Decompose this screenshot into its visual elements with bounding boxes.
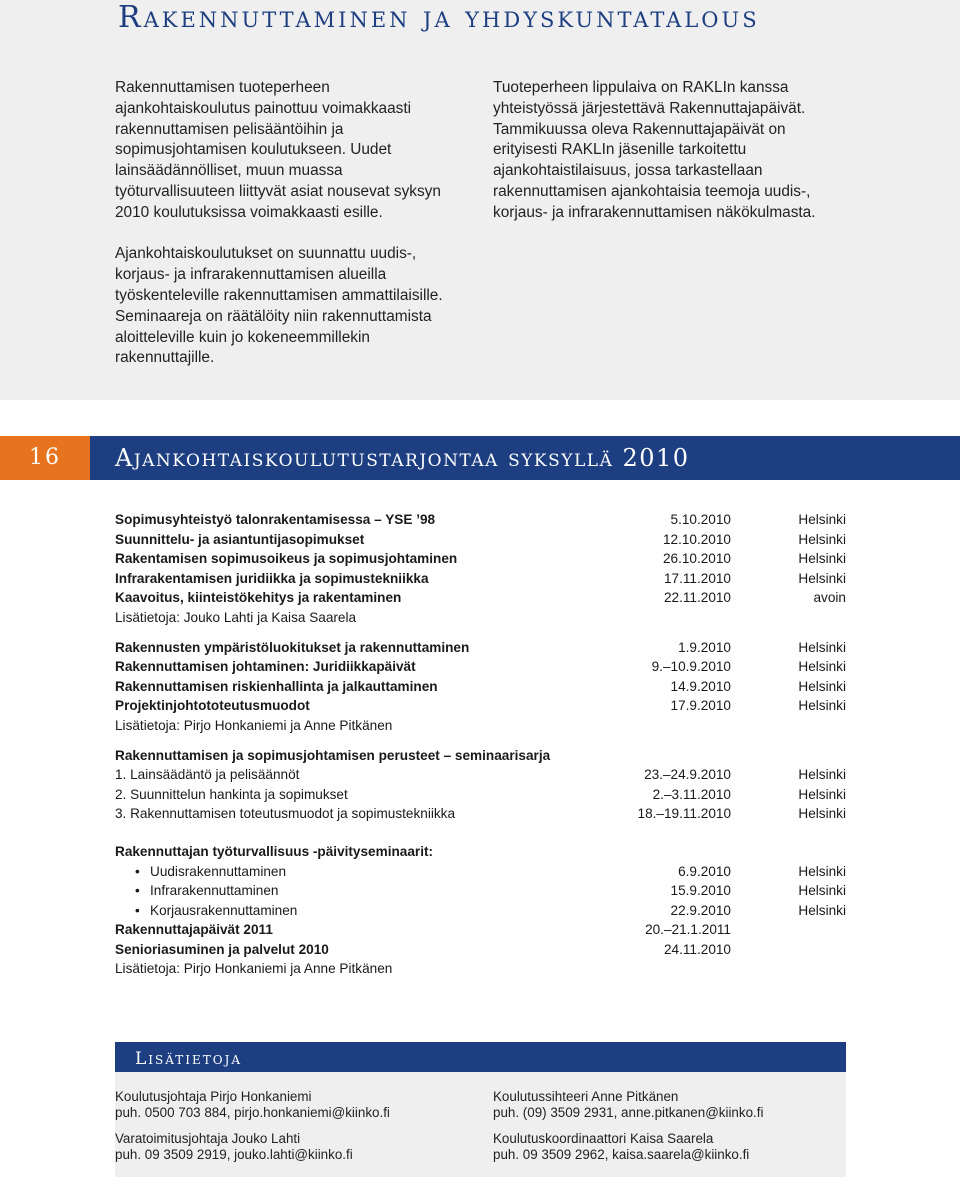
course-name: Sopimusyhteistyö talonrakentamisessa – YSE ’98	[115, 512, 436, 527]
contact-box	[115, 1042, 846, 1177]
series-title: Rakennuttajan työturvallisuus -päivityseminaarit:	[115, 843, 434, 859]
course-name: Senioriasuminen ja palvelut 2010	[115, 941, 329, 957]
course-row	[115, 881, 846, 901]
info-line	[115, 959, 846, 979]
course-row	[115, 862, 846, 882]
course-place: Helsinki	[798, 698, 846, 714]
course-row	[115, 901, 846, 921]
course-date: 2.–3.11.2010	[652, 786, 731, 802]
bullet-icon: •	[135, 883, 140, 899]
course-date: 6.9.2010	[678, 863, 731, 879]
intro-paragraph: Ajankohtaiskoulutukset on suunnattu uudis-, korjaus- ja infrarakennuttamisen alueilla työskenteleville rakennuttamisen ammattilaisille. Seminaareja on räätälöity niin rakennuttamista aloitteleville kuin jo kokeneemmillekin rakennuttajille.	[115, 245, 443, 367]
info-line	[115, 608, 846, 628]
series-title-row	[115, 746, 846, 766]
course-name: Rakennuttamisen johtaminen: Juridiikkapäivät	[115, 659, 416, 675]
course-place: Helsinki	[798, 512, 846, 527]
contact-details: puh. 09 3509 2962, kaisa.saarela@kiinko.fi	[493, 1147, 750, 1163]
contact-title: Koulutussihteeri Anne Pitkänen	[493, 1089, 679, 1104]
contact-title: Koulutusjohtaja Pirjo Honkaniemi	[115, 1089, 312, 1104]
bullet-icon: •	[135, 902, 140, 918]
course-row	[115, 657, 846, 677]
course-row	[115, 920, 846, 940]
contact-info-text: Lisätietoja: Pirjo Honkaniemi ja Anne Pitkänen	[115, 961, 393, 977]
course-row	[115, 765, 846, 785]
course-list	[115, 510, 846, 979]
course-row	[115, 804, 846, 824]
course-date: 18.–19.11.2010	[637, 806, 731, 822]
course-place: Helsinki	[798, 531, 846, 547]
course-place: Helsinki	[798, 767, 846, 783]
course-place: Helsinki	[798, 659, 846, 675]
course-date: 17.9.2010	[670, 698, 731, 714]
course-name: Rakentamisen sopimusoikeus ja sopimusjohtaminen	[115, 551, 458, 567]
course-date: 17.11.2010	[663, 570, 731, 586]
course-place: Helsinki	[798, 863, 846, 879]
course-date: 9.–10.9.2010	[651, 659, 731, 675]
intro-paragraph: Tuoteperheen lippulaiva on RAKLIn kanssa yhteistyössä järjestettävä Rakennuttajapäivät. Tammikuussa oleva Rakennuttajapäivät on erityisesti RAKLIn jäsenille tarkoitettu ajankohtaistilaisuus, jossa tarkastellaan rakennuttamisen ajankohtaisia teemoja uudis-, korjaus- ja infrarakennuttamisen näkökulmasta.	[493, 79, 816, 221]
course-row	[115, 638, 846, 658]
contact-details: puh. 0500 703 884, pirjo.honkaniemi@kiinko.fi	[115, 1105, 390, 1121]
course-row	[115, 696, 846, 716]
course-place: Helsinki	[798, 551, 846, 567]
course-date: 1.9.2010	[678, 639, 731, 655]
section-title-box	[90, 436, 960, 480]
section-title: Ajankohtaiskoulutustarjontaa syksyllä 2010	[115, 444, 690, 472]
course-name: Infrarakennuttaminen	[150, 883, 279, 899]
course-date: 26.10.2010	[662, 551, 731, 567]
course-row	[115, 510, 846, 530]
course-place: Helsinki	[798, 570, 846, 586]
course-date: 12.10.2010	[662, 531, 731, 547]
course-row	[115, 677, 846, 697]
course-place: Helsinki	[798, 639, 846, 655]
intro-paragraph: Rakennuttamisen tuoteperheen ajankohtaiskoulutus painottuu voimakkaasti rakennuttamisen pelisääntöihin ja sopimusjohtamisen koulutukseen. Uudet lainsäädännölliset, muun muassa työturvallisuuteen liittyvät asiat nousevat syksyn 2010 koulutuksissa voimakkaasti esille.	[115, 79, 441, 221]
info-line	[115, 716, 846, 736]
page-title: Rakennuttaminen ja yhdyskuntatalous	[118, 0, 760, 35]
course-place: avoin	[813, 590, 846, 606]
contact-card	[493, 1089, 763, 1121]
course-date: 5.10.2010	[670, 512, 731, 527]
course-date: 20.–21.1.2011	[645, 922, 731, 938]
contact-details: puh. 09 3509 2919, jouko.lahti@kiinko.fi	[115, 1147, 353, 1163]
course-row	[115, 785, 846, 805]
course-name: 2. Suunnittelun hankinta ja sopimukset	[115, 786, 348, 802]
section-header	[0, 436, 960, 480]
course-name: 3. Rakennuttamisen toteutusmuodot ja sopimustekniikka	[115, 806, 456, 822]
course-row	[115, 530, 846, 550]
contact-card	[115, 1131, 353, 1163]
contact-details: puh. (09) 3509 2931, anne.pitkanen@kiinko.fi	[493, 1105, 764, 1121]
course-name: Rakennusten ympäristöluokitukset ja rakennuttaminen	[115, 639, 470, 655]
course-name: Rakennuttajapäivät 2011	[115, 922, 273, 938]
contact-box-header	[115, 1042, 846, 1072]
course-name: Korjausrakennuttaminen	[150, 902, 298, 918]
course-name: Infrarakentamisen juridiikka ja sopimustekniikka	[115, 570, 429, 586]
course-date: 22.9.2010	[670, 902, 731, 918]
bullet-icon: •	[135, 863, 140, 879]
contact-card	[493, 1131, 749, 1163]
course-date: 23.–24.9.2010	[644, 767, 731, 783]
contact-box-title: Lisätietoja	[135, 1049, 243, 1069]
course-date: 24.11.2010	[663, 941, 731, 957]
course-place: Helsinki	[798, 678, 846, 694]
course-row	[115, 569, 846, 589]
contact-info-text: Lisätietoja: Pirjo Honkaniemi ja Anne Pitkänen	[115, 717, 393, 733]
contact-card	[115, 1089, 390, 1121]
contact-info-text: Lisätietoja: Jouko Lahti ja Kaisa Saarela	[115, 609, 357, 625]
course-row	[115, 588, 846, 608]
course-row	[115, 940, 846, 960]
course-name: Kaavoitus, kiinteistökehitys ja rakentaminen	[115, 590, 402, 606]
course-name: 1. Lainsäädäntö ja pelisäännöt	[115, 767, 300, 783]
intro-right-column	[493, 78, 841, 244]
course-place: Helsinki	[798, 902, 846, 918]
page-number: 16	[0, 436, 90, 480]
series-title-row	[115, 842, 846, 862]
course-name: Suunnittelu- ja asiantuntijasopimukset	[115, 531, 365, 547]
contact-title: Varatoimitusjohtaja Jouko Lahti	[115, 1131, 301, 1146]
contact-title: Koulutuskoordinaattori Kaisa Saarela	[493, 1131, 714, 1146]
course-name: Rakennuttamisen riskienhallinta ja jalkauttaminen	[115, 678, 438, 694]
course-date: 22.11.2010	[663, 590, 731, 606]
course-place: Helsinki	[798, 786, 846, 802]
course-date: 14.9.2010	[670, 678, 731, 694]
series-title: Rakennuttamisen ja sopimusjohtamisen perusteet – seminaarisarja	[115, 747, 551, 763]
course-name: Uudisrakennuttaminen	[150, 863, 287, 879]
course-place: Helsinki	[798, 806, 846, 822]
course-place: Helsinki	[798, 883, 846, 899]
course-date: 15.9.2010	[670, 883, 731, 899]
intro-left-column	[115, 78, 463, 390]
course-name: Projektinjohtototeutusmuodot	[115, 698, 310, 714]
course-row	[115, 549, 846, 569]
